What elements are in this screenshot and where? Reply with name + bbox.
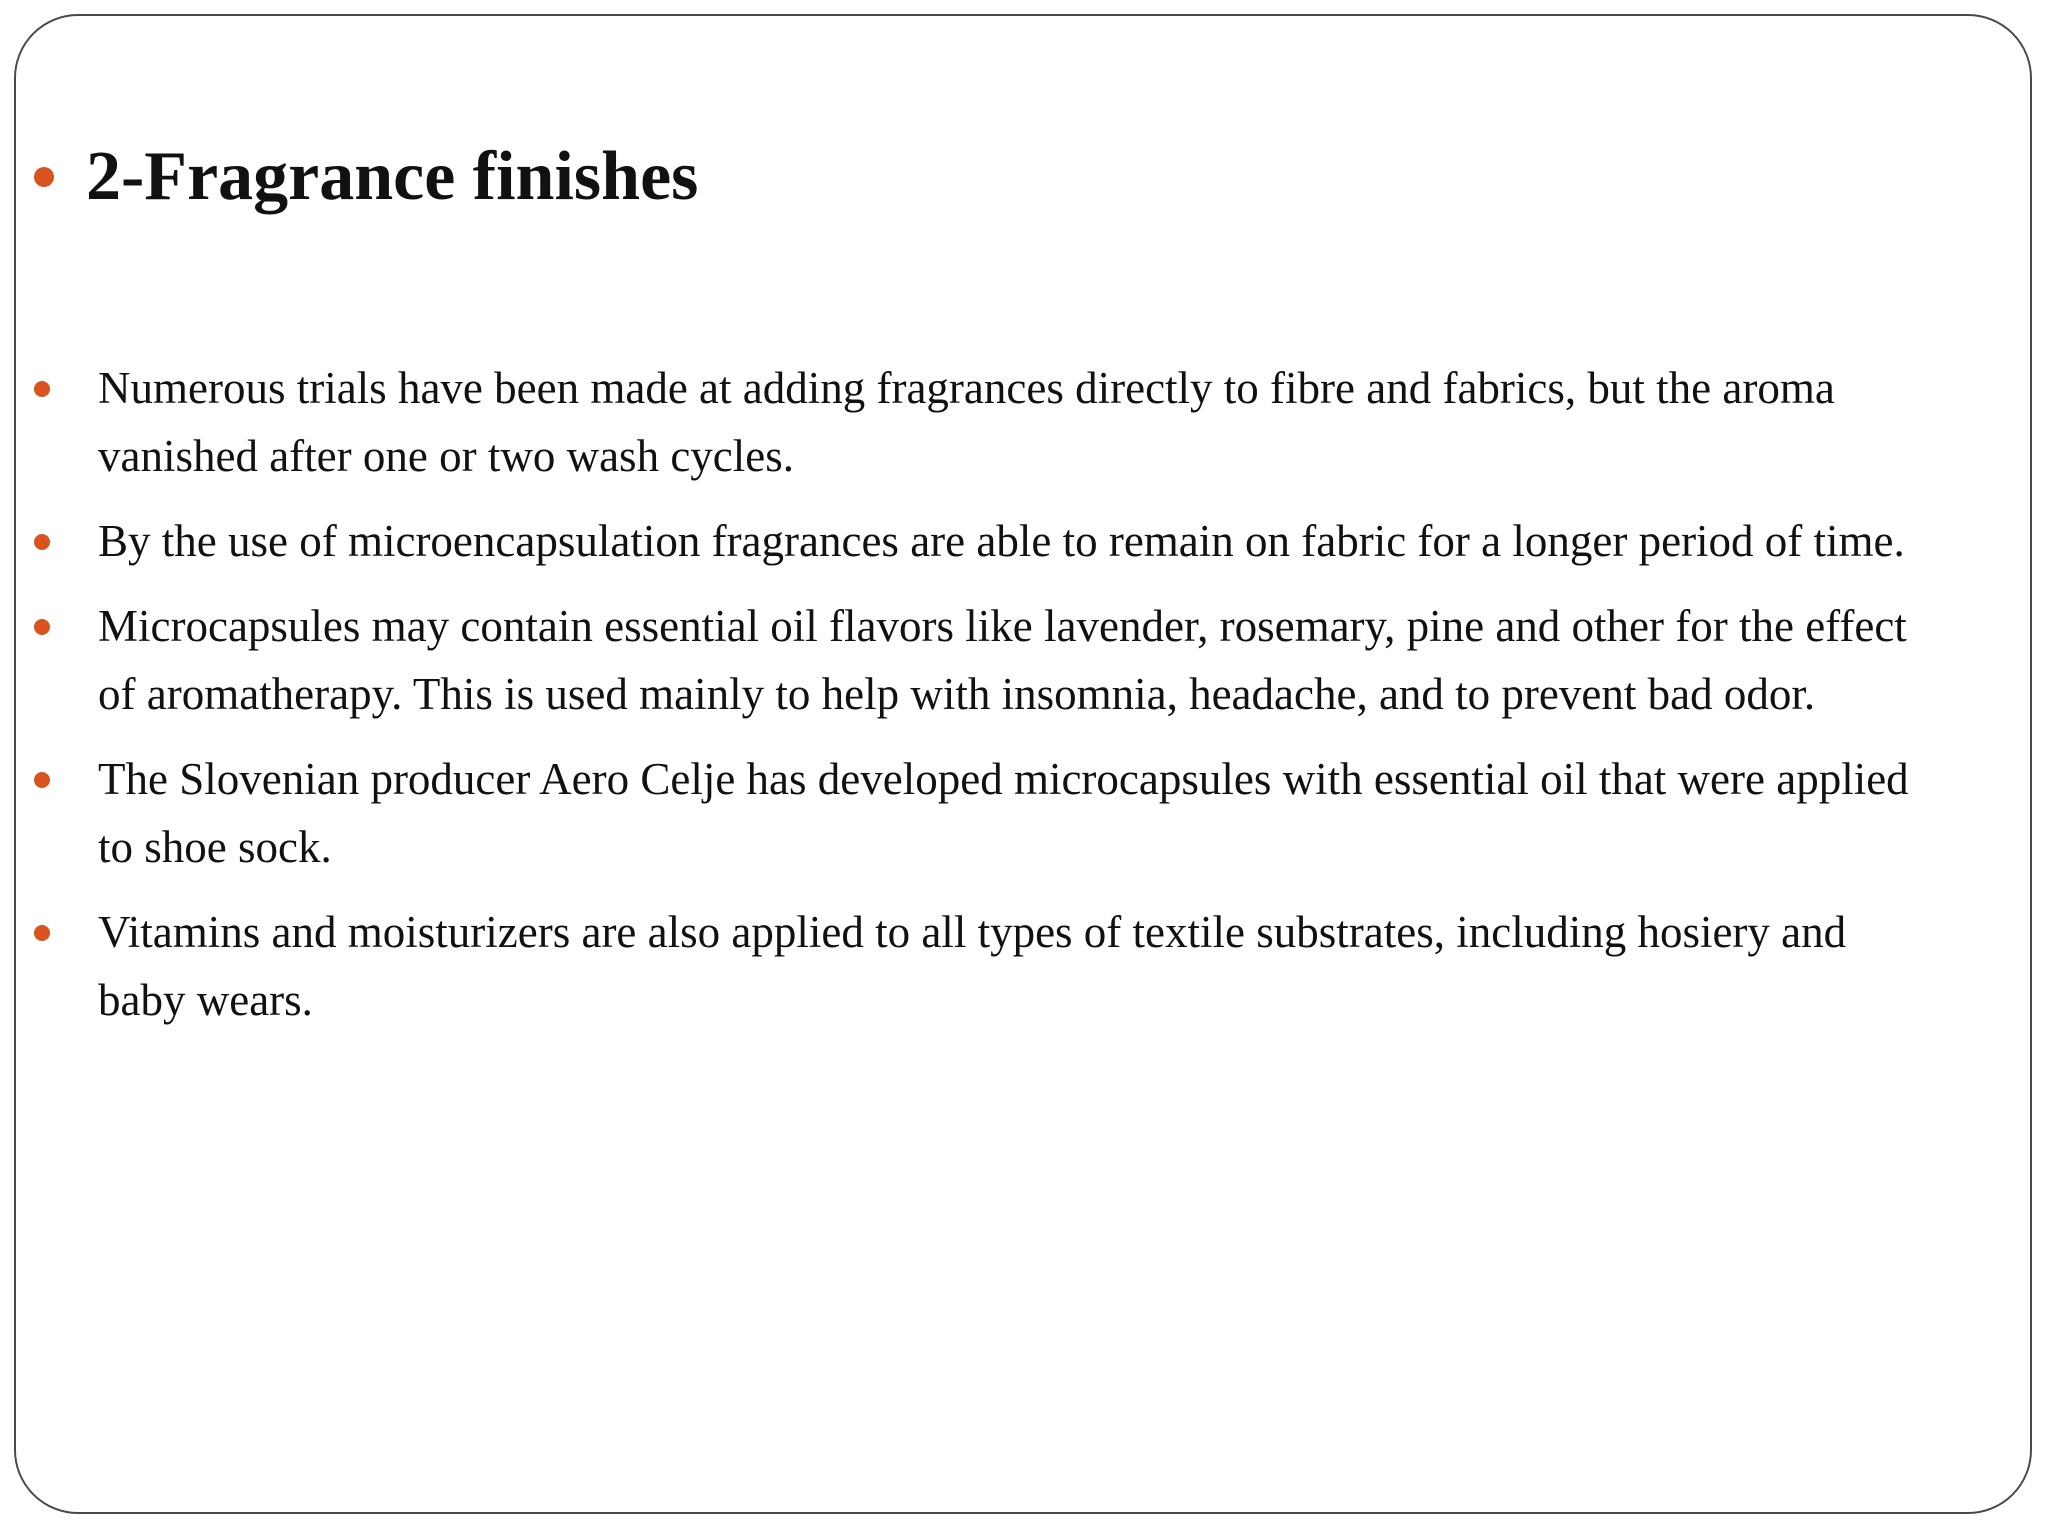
bullet-item xyxy=(34,354,1934,490)
bullet-icon xyxy=(34,772,50,788)
bullet-icon xyxy=(34,381,50,397)
bullet-icon xyxy=(34,534,50,550)
bullet-item xyxy=(34,745,1934,881)
slide-frame xyxy=(14,14,2032,1514)
slide-title-row xyxy=(34,138,699,215)
bullet-list xyxy=(34,354,1934,1051)
bullet-icon xyxy=(34,925,50,941)
bullet-icon xyxy=(34,619,50,635)
slide-title: 2-Fragrance finishes xyxy=(86,138,699,215)
bullet-text: Microcapsules may contain essential oil flavors like lavender, rosemary, pine and other for the effect of aromatherapy. This is used mainly to help with insomnia, headache, and to prevent bad odor. xyxy=(98,601,1907,719)
bullet-item xyxy=(34,507,1934,575)
bullet-item xyxy=(34,898,1934,1034)
bullet-item xyxy=(34,592,1934,728)
bullet-text: Numerous trials have been made at adding fragrances directly to fibre and fabrics, but the aroma vanished after one or two wash cycles. xyxy=(98,363,1835,481)
bullet-text: By the use of microencapsulation fragrances are able to remain on fabric for a longer period of time. xyxy=(98,516,1905,566)
title-bullet-icon xyxy=(34,167,54,187)
bullet-text: Vitamins and moisturizers are also applied to all types of textile substrates, including hosiery and baby wears. xyxy=(98,907,1847,1025)
bullet-text: The Slovenian producer Aero Celje has developed microcapsules with essential oil that were applied to shoe sock. xyxy=(98,754,1909,872)
